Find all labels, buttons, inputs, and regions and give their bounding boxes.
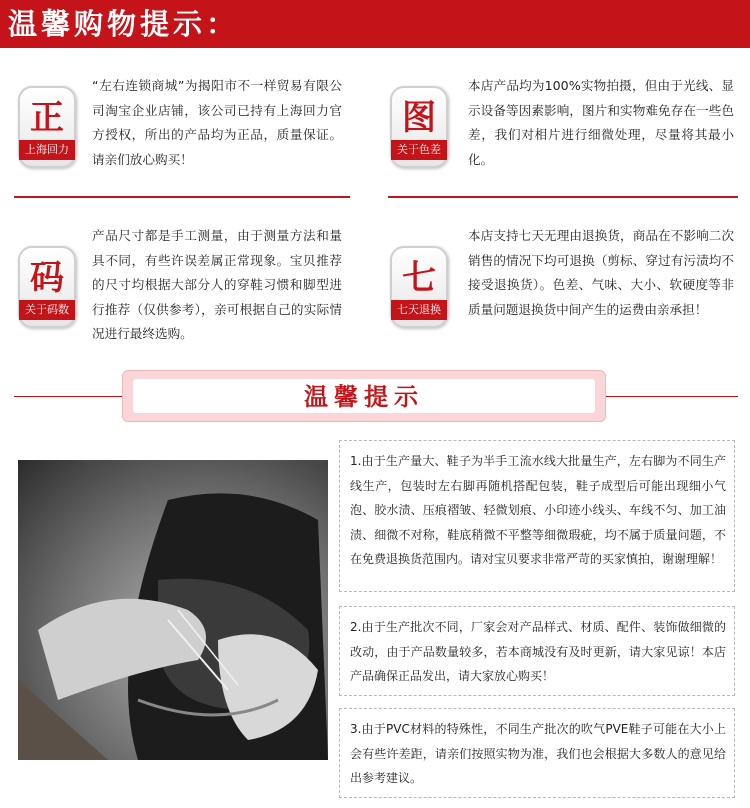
section-text-color: 本店产品均为100%实物拍摄，但由于光线、显示设备等因素影响，图片和实物难免存在一些色差，我们对相片进行细微处理，尽量将其最小化。 <box>468 78 734 167</box>
hands-sewing-shoe-photo <box>18 460 328 760</box>
divider <box>14 196 350 198</box>
size-icon: 码 <box>30 258 64 298</box>
section-text-size: 产品尺寸都是手工测量，由于测量方法和量具不同，有些许误差属正常现象。宝贝推荐的尺寸均根据大部分人的穿鞋习惯和脚型进行推荐（仅供参考），亲可根据自己的实际情况进行最终选购。 <box>92 228 342 341</box>
section-text-return: 本店支持七天无理由退换货，商品在不影响二次销售的情况下均可退换（剪标、穿过有污渍均不接受退换货）。色差、气味、大小、软硬度等非质量问题退换货中间产生的运费由亲承担！ <box>468 228 734 317</box>
badge-size <box>18 246 76 328</box>
badge-authentic <box>18 86 76 168</box>
photo-illustration <box>18 460 328 760</box>
authentic-icon: 正 <box>30 98 64 138</box>
banner-title: 温馨提示 <box>304 382 424 411</box>
badge-return <box>390 246 448 328</box>
notice-text: 3.由于PVC材料的特殊性，不同生产批次的吹气PVE鞋子可能在大小上会有些许差距，请亲们按照实物为准，我们也会根据大多数人的意见给出参考建议。 <box>350 722 726 785</box>
notice-3 <box>339 708 735 798</box>
image-icon: 图 <box>402 98 436 138</box>
header-band <box>0 0 750 48</box>
badge-color-difference <box>390 86 448 168</box>
notice-text: 1.由于生产量大、鞋子为半手工流水线大批量生产，左右脚为不同生产线生产，包装时左右脚再随机搭配包装，鞋子成型后可能出现细小气泡、胶水渍、压痕褶皱、轻微划痕、小印迹小线头、车线不匀、加工油渍、细微不对称，鞋底稍微不平整等细微瑕疵，均不属于质量问题，不在免费退换货范围内。请对宝贝要求非常严苛的买家慎拍，谢谢理解！ <box>350 454 726 566</box>
section-text-authentic: “左右连锁商城”为揭阳市不一样贸易有限公司淘宝企业店铺，该公司已持有上海回力官方授权，所出的产品均为正品，质量保证。请亲们放心购买！ <box>92 78 342 167</box>
notice-2 <box>339 606 735 696</box>
divider <box>388 196 738 198</box>
warm-tips-banner <box>122 370 606 422</box>
badge-caption: 关于码数 <box>19 300 75 320</box>
notice-text: 2.由于生产批次不同，厂家会对产品样式、材质、配件、装饰做细微的改动，由于产品数量较多，若本商城没有及时更新，请大家见谅！本店产品确保正品发出，请大家放心购买！ <box>350 620 726 683</box>
page-title: 温馨购物提示： <box>8 7 240 41</box>
badge-caption: 上海回力 <box>19 140 75 160</box>
divider <box>606 396 738 397</box>
badge-caption: 七天退换 <box>391 300 447 320</box>
divider <box>14 396 122 397</box>
badge-caption: 关于色差 <box>391 140 447 160</box>
seven-day-icon: 七 <box>402 258 436 298</box>
banner-inner <box>133 379 595 413</box>
notice-1 <box>339 440 735 592</box>
